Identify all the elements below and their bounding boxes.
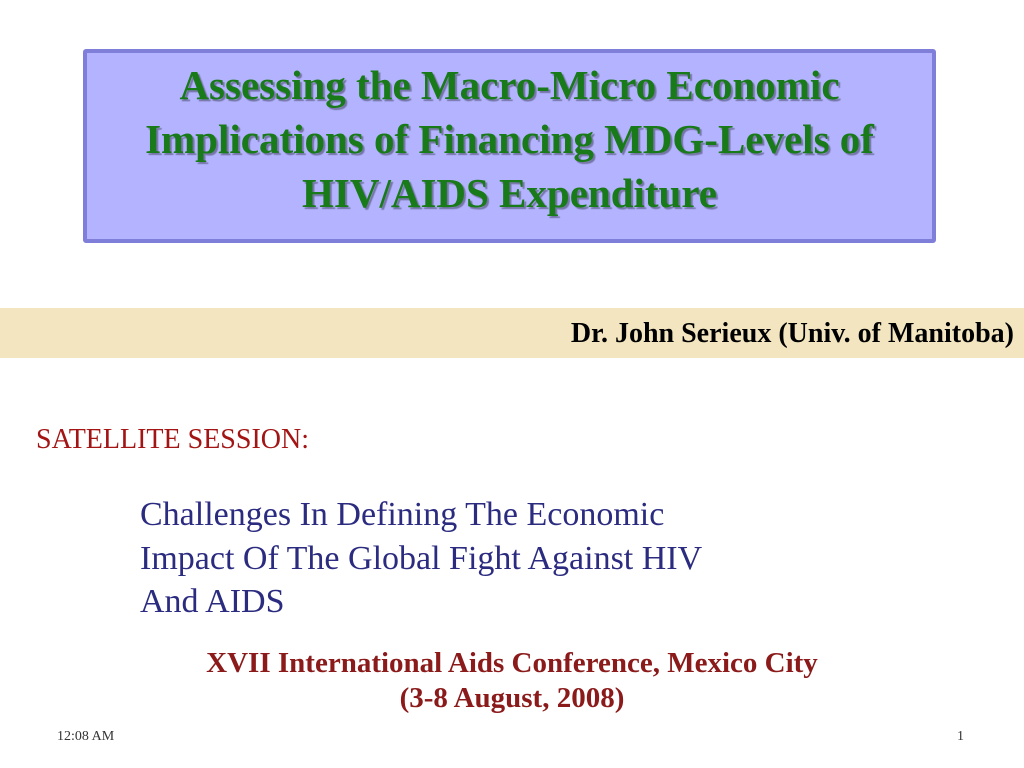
session-label: SATELLITE SESSION:: [36, 424, 309, 455]
footer-page-number: 1: [957, 729, 964, 744]
author-name: Dr. John Serieux (Univ. of Manitoba): [570, 318, 1014, 349]
slide-title: Assessing the Macro-Micro Economic Implications of Financing MDG-Levels of HIV/AIDS Expenditure: [145, 61, 874, 217]
session-title: Challenges In Defining The Economic Impact Of The Global Fight Against HIV And AIDS: [140, 496, 703, 621]
title-box: [83, 49, 936, 243]
footer-time: 12:08 AM: [57, 729, 115, 744]
conference-info: XVII International Aids Conference, Mexico City (3-8 August, 2008): [206, 647, 818, 715]
author-band: [0, 308, 1024, 358]
